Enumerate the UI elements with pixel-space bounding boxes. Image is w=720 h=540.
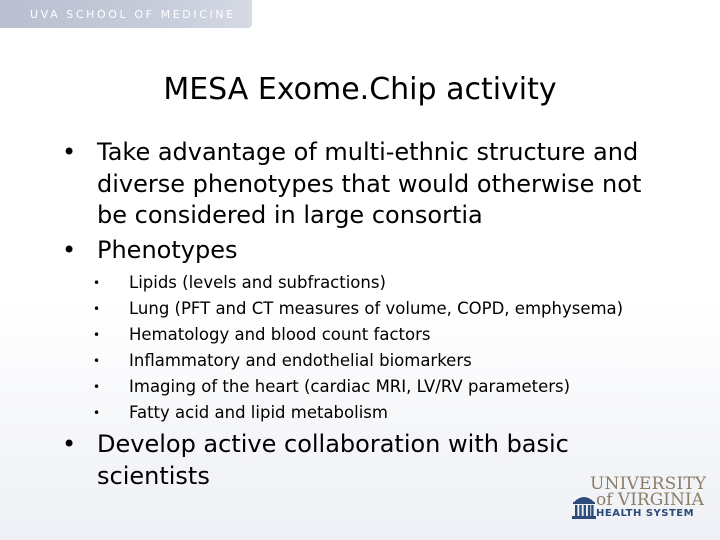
slide-title: MESA Exome.Chip activity [163,72,557,107]
bullet-line: be considered in large consortia [97,201,483,229]
rotunda-icon [572,492,596,520]
sub-bullet-marker: • [93,302,101,316]
sub-bullet-text: Lipids (levels and subfractions) [129,273,386,292]
sub-bullet-marker: • [93,380,101,394]
banner-text: UVA SCHOOL OF MEDICINE [30,8,236,21]
bullet-marker: • [62,138,77,166]
bullet-line: Develop active collaboration with basic [97,430,569,458]
sub-bullet-marker: • [93,406,101,420]
bullet-marker: • [62,236,77,264]
logo-university-text: UNIVERSITY [590,474,707,494]
uva-health-system-logo [572,474,707,524]
sub-bullet-marker: • [93,354,101,368]
logo-health-system-text: HEALTH SYSTEM [596,508,695,519]
sub-bullet-marker: • [93,328,101,342]
bullet-line: diverse phenotypes that would otherwise not [97,169,642,198]
sub-bullet-text: Inflammatory and endothelial biomarkers [129,351,472,370]
sub-bullet-text: Lung (PFT and CT measures of volume, COPD, emphysema) [129,299,624,318]
sub-bullet-text: Fatty acid and lipid metabolism [129,403,388,422]
sub-bullet-marker: • [93,276,101,290]
bullet-line: Take advantage of multi-ethnic structure and [97,138,639,166]
header-banner [0,0,252,28]
bullet-marker: • [62,430,77,458]
bullet-line: Phenotypes [97,236,238,264]
sub-bullet-text: Imaging of the heart (cardiac MRI, LV/RV parameters) [129,377,571,396]
logo-virginia-text: of VIRGINIA [596,490,704,510]
sub-bullet-text: Hematology and blood count factors [129,325,431,344]
bullet-line: scientists [97,461,210,490]
